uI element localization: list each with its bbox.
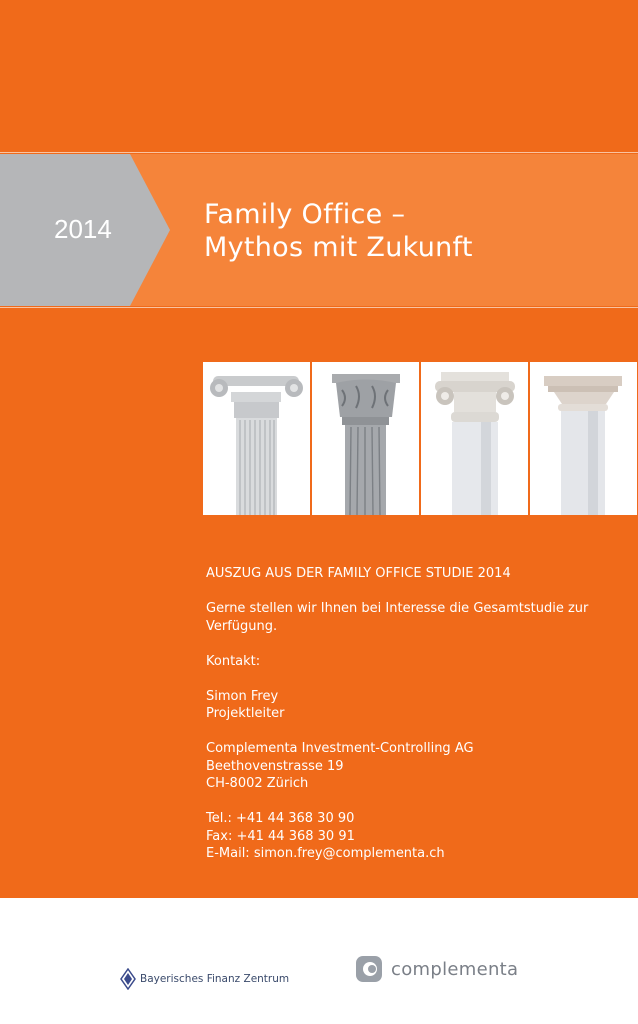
year-label: 2014 <box>54 214 112 244</box>
title-line-1: Family Office – <box>204 199 406 230</box>
title-line-2: Mythos mit Zukunft <box>204 232 473 263</box>
ionic-column-smooth-image <box>421 362 528 515</box>
contact-text-block <box>206 565 626 863</box>
address-street: Beethovenstrasse 19 <box>206 758 344 774</box>
complementa-logo <box>355 955 518 983</box>
person-name: Simon Frey <box>206 688 279 704</box>
email-address[interactable]: E-Mail: simon.frey@complementa.ch <box>206 846 445 861</box>
company-name: Complementa Investment-Controlling AG <box>206 741 474 756</box>
intro-text: Gerne stellen wir Ihnen bei Interesse die Gesamtstudie zur Verfügung. <box>206 601 589 634</box>
page-title <box>204 198 473 264</box>
corinthian-column-image <box>312 362 419 515</box>
footer <box>0 898 638 1024</box>
phone-number: Tel.: +41 44 368 30 90 <box>206 811 355 826</box>
person-role: Projektleiter <box>206 706 285 721</box>
bayerisches-finanz-zentrum-logo <box>120 968 289 990</box>
bfz-logo-text: Bayerisches Finanz Zentrum <box>140 973 290 985</box>
address-city: CH-8002 Zürich <box>206 776 309 791</box>
complementa-mark-icon <box>355 955 383 983</box>
contact-label: Kontakt: <box>206 653 261 669</box>
top-divider-line <box>0 152 638 153</box>
doric-column-image <box>530 362 637 515</box>
ionic-column-fluted-image <box>203 362 310 515</box>
excerpt-heading: AUSZUG AUS DER FAMILY OFFICE STUDIE 2014 <box>206 566 511 581</box>
diamond-icon <box>120 968 136 990</box>
bottom-divider-line <box>0 307 638 308</box>
columns-image-strip <box>203 362 638 515</box>
fax-number: Fax: +41 44 368 30 91 <box>206 828 355 844</box>
complementa-logo-text: complementa <box>391 958 519 980</box>
